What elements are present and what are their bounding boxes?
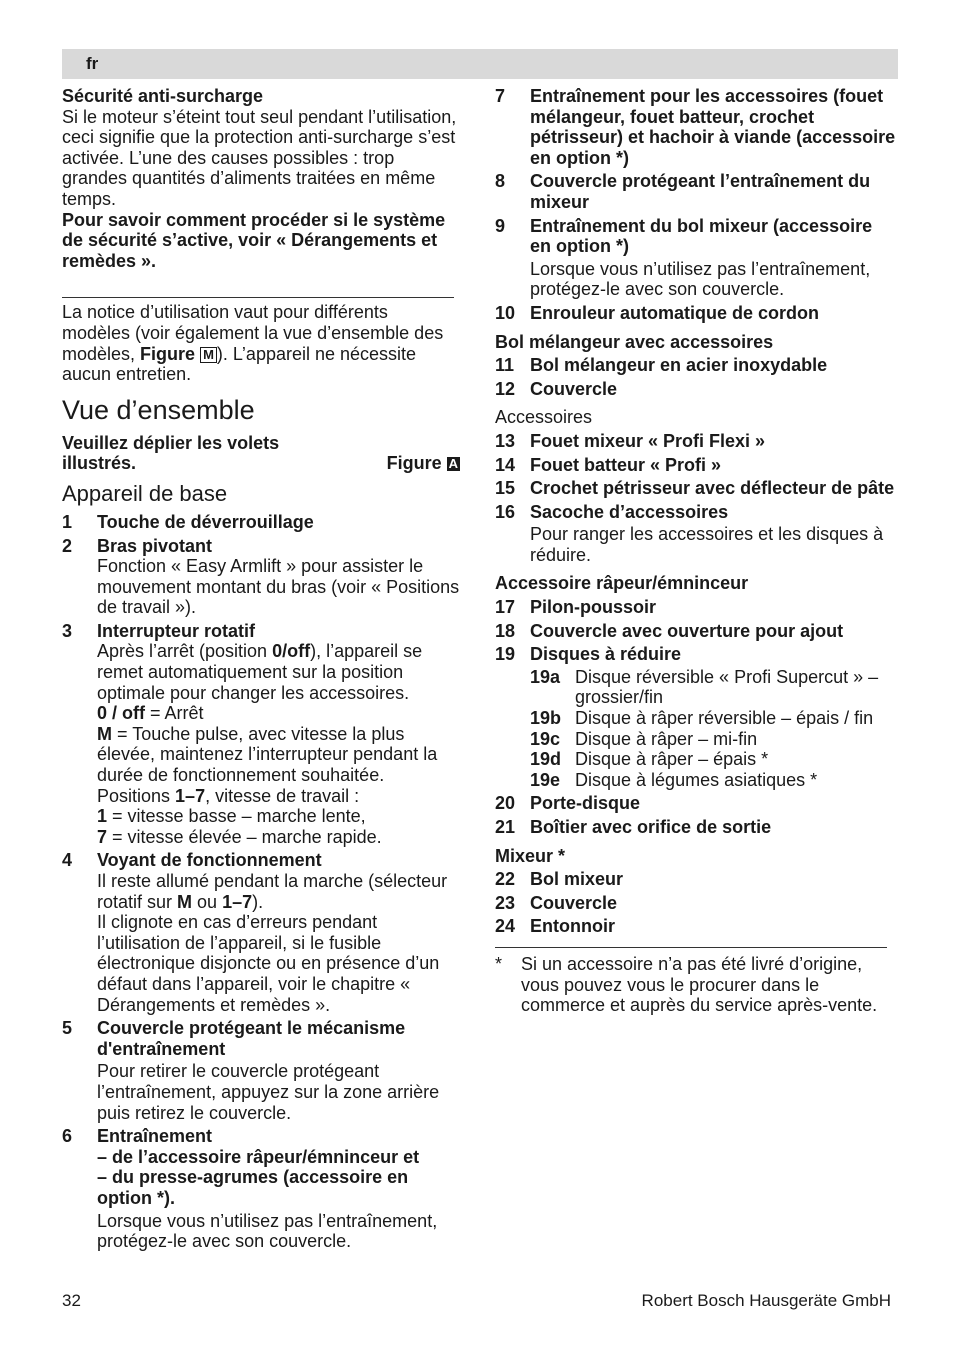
list-item bbox=[495, 869, 898, 890]
item-number: 10 bbox=[495, 302, 516, 323]
list-item bbox=[495, 621, 898, 642]
left-column bbox=[62, 86, 460, 1252]
section-heading: Vue d’ensemble bbox=[62, 394, 255, 425]
footnote bbox=[495, 954, 898, 1016]
list-item bbox=[62, 850, 460, 871]
item-number: 11 bbox=[495, 355, 515, 376]
desc-part: ), l’appareil se remet automatiquement sur la position optimale pour changer les accessoires. bbox=[97, 641, 423, 703]
footnote-text: Si un accessoire n’a pas été livré d’origine, vous pouvez vous le procurer dans le commerce et auprès du service après-vente. bbox=[521, 953, 878, 1016]
item-number: 19 bbox=[495, 644, 516, 665]
desc-part: ). bbox=[252, 891, 264, 912]
group-heading: Bol mélangeur avec accessoires bbox=[495, 331, 774, 352]
sub-item bbox=[495, 667, 898, 708]
right-column bbox=[495, 86, 898, 1016]
desc-part: ou bbox=[192, 891, 223, 912]
list-item bbox=[495, 597, 898, 618]
company-name: Robert Bosch Hausgeräte GmbH bbox=[641, 1291, 891, 1310]
sub-item-text: Disque à râper réversible – épais / fin bbox=[575, 708, 874, 729]
notice-text-a: La notice d’utilisation vaut pour différents modèles (voir également la vue d’ensemble des modèles, bbox=[62, 302, 444, 364]
item-description: Fonction « Easy Armlift » pour assister le mouvement montant du bras (voir « Positions de travail »). bbox=[97, 556, 460, 618]
desc-part: = vitesse basse – marche lente, bbox=[107, 806, 366, 827]
desc-bold: 0 / off bbox=[97, 703, 145, 724]
group-heading: Mixeur * bbox=[495, 845, 566, 866]
unfold-text: Veuillez déplier les volets illustrés. bbox=[62, 432, 280, 474]
item-title: Voyant de fonctionnement bbox=[97, 850, 322, 871]
item-title: Couvercle protégeant le mécanisme d'entraînement bbox=[97, 1018, 406, 1059]
item-number: 7 bbox=[495, 86, 506, 106]
item-title: Entonnoir bbox=[530, 916, 615, 937]
page-number: 32 bbox=[62, 1291, 81, 1310]
item-description: Il clignote en cas d’erreurs pendant l’utilisation de l’appareil, si le fusible électronique disjoncte ou en présence d’un défaut dans l’appareil, voir le chapitre « Dérangements et remèdes ». bbox=[97, 912, 440, 1015]
item-description: Lorsque vous n’utilisez pas l’entraînement, protégez-le avec son couvercle. bbox=[97, 1210, 438, 1252]
item-title: Entraînement pour les accessoires (fouet mélangeur, fouet batteur, crochet pétrisseur) et hachoir à viande (accessoire en option *) bbox=[530, 86, 896, 168]
item-number: 14 bbox=[495, 454, 516, 475]
sub-item-text: Disque à râper – mi-fin bbox=[575, 728, 758, 749]
item-title: Couvercle avec ouverture pour ajout bbox=[530, 620, 844, 641]
item-description bbox=[62, 827, 460, 848]
list-item bbox=[62, 621, 460, 642]
sub-item bbox=[495, 770, 898, 791]
item-number: 1 bbox=[62, 511, 73, 532]
notice-figure-label: Figure bbox=[140, 343, 196, 364]
sub-item bbox=[495, 729, 898, 750]
language-bar bbox=[62, 49, 898, 79]
unfold-figure bbox=[387, 453, 460, 474]
item-title: Couvercle bbox=[530, 378, 618, 399]
item-description bbox=[62, 806, 460, 827]
item-description bbox=[62, 641, 460, 703]
list-item bbox=[495, 817, 898, 838]
item-title: Crochet pétrisseur avec déflecteur de pâte bbox=[530, 478, 895, 499]
item-title: Bras pivotant bbox=[97, 535, 213, 556]
security-note: Pour savoir comment procéder si le système de sécurité s’active, voir « Dérangements et remèdes ». bbox=[62, 209, 446, 271]
item-number: 20 bbox=[495, 793, 516, 814]
list-item bbox=[495, 379, 898, 400]
item-title: Entraînement bbox=[97, 1126, 213, 1147]
list-item bbox=[495, 216, 898, 257]
desc-bold: M bbox=[177, 891, 193, 912]
sub-item-text: Disque à légumes asiatiques * bbox=[575, 769, 818, 790]
item-title: Enrouleur automatique de cordon bbox=[530, 302, 820, 323]
list-item bbox=[495, 893, 898, 914]
list-item bbox=[62, 512, 460, 533]
item-title: Bol mixeur bbox=[530, 869, 624, 890]
item-number: 6 bbox=[62, 1126, 73, 1147]
item-number: 18 bbox=[495, 620, 516, 641]
item-number: 16 bbox=[495, 501, 516, 522]
desc-bold: M bbox=[97, 723, 112, 744]
footnote-mark: * bbox=[495, 953, 503, 974]
desc-part: Positions bbox=[97, 785, 176, 806]
sub-item bbox=[495, 749, 898, 770]
item-title: Fouet mixeur « Profi Flexi » bbox=[530, 430, 766, 451]
group-heading: Accessoire râpeur/émninceur bbox=[495, 573, 749, 594]
item-number: 24 bbox=[495, 916, 516, 937]
item-number: 13 bbox=[495, 430, 516, 451]
sub-item-text: Disque réversible « Profi Supercut » – grossier/fin bbox=[575, 666, 879, 708]
item-subline: – de l’accessoire râpeur/émninceur et bbox=[97, 1146, 420, 1167]
item-title: Fouet batteur « Profi » bbox=[530, 454, 722, 475]
desc-bold: 1–7 bbox=[175, 785, 206, 806]
sub-item-number: 19a bbox=[530, 666, 561, 687]
figure-a-box: A bbox=[448, 456, 458, 472]
item-title: Entraînement du bol mixeur (accessoire en option *) bbox=[530, 215, 873, 257]
item-number: 5 bbox=[62, 1018, 73, 1039]
list-item bbox=[495, 86, 898, 168]
sub-item-number: 19c bbox=[530, 728, 561, 749]
list-item bbox=[495, 303, 898, 324]
item-number: 23 bbox=[495, 892, 516, 913]
sub-item-number: 19d bbox=[530, 749, 562, 770]
desc-bold: 7 bbox=[97, 826, 108, 847]
security-text: Si le moteur s’éteint tout seul pendant l’utilisation, ceci signifie que la protection anti-surcharge s’est activée. L’une des causes possibles : trop grandes quantités d’aliments traitées en même temps. bbox=[62, 106, 457, 209]
list-item bbox=[495, 916, 898, 937]
footnote-divider bbox=[495, 947, 887, 948]
list-item bbox=[62, 1018, 460, 1059]
item-title: Touche de déverrouillage bbox=[97, 511, 314, 532]
item-description: Pour ranger les accessoires et les disques à réduire. bbox=[530, 524, 884, 565]
item-number: 22 bbox=[495, 869, 516, 890]
item-number: 21 bbox=[495, 817, 516, 837]
notice-paragraph bbox=[62, 302, 460, 384]
list-item bbox=[495, 644, 898, 665]
desc-part: = Touche pulse, avec vitesse la plus élevée, maintenez l’interrupteur pendant la durée de fonctionnement souhaitée. bbox=[97, 723, 438, 786]
item-number: 9 bbox=[495, 215, 506, 236]
language-code: fr bbox=[86, 54, 99, 73]
item-description: Lorsque vous n’utilisez pas l’entraînement, protégez-le avec son couvercle. bbox=[530, 258, 871, 300]
sub-item bbox=[495, 708, 898, 729]
item-number: 2 bbox=[62, 535, 73, 556]
list-item bbox=[495, 431, 898, 452]
sub-item-text: Disque à râper – épais * bbox=[575, 749, 769, 770]
item-number: 8 bbox=[495, 171, 506, 192]
item-title: Disques à réduire bbox=[530, 644, 682, 665]
desc-bold: 1 bbox=[97, 806, 108, 827]
list-item bbox=[495, 793, 898, 814]
item-title: Couvercle bbox=[530, 892, 618, 913]
item-title: Interrupteur rotatif bbox=[97, 620, 256, 641]
sub-item-number: 19b bbox=[530, 708, 562, 729]
item-subline: – du presse-agrumes (accessoire en option *). bbox=[97, 1167, 409, 1208]
group-heading: Accessoires bbox=[495, 407, 593, 428]
section-divider bbox=[62, 297, 454, 298]
item-title: Pilon-poussoir bbox=[530, 597, 656, 618]
list-item bbox=[495, 455, 898, 476]
subsection-heading: Appareil de base bbox=[62, 480, 228, 506]
unfold-row bbox=[62, 433, 460, 474]
item-description bbox=[62, 724, 460, 786]
list-item bbox=[62, 536, 460, 557]
desc-part: = vitesse élevée – marche rapide. bbox=[107, 826, 382, 847]
unfold-figure-label: Figure bbox=[386, 453, 442, 474]
desc-bold: 0/off bbox=[272, 641, 311, 662]
list-item bbox=[495, 355, 898, 376]
item-title: Porte-disque bbox=[530, 793, 641, 814]
list-item bbox=[495, 171, 898, 212]
notice-text-b: ). L’appareil ne nécessite aucun entretien. bbox=[62, 343, 417, 385]
list-item bbox=[495, 478, 898, 499]
item-description bbox=[62, 871, 460, 912]
item-title: Sacoche d’accessoires bbox=[530, 501, 729, 522]
desc-part: = Arrêt bbox=[145, 703, 204, 724]
item-number: 4 bbox=[62, 850, 73, 871]
item-title: Bol mélangeur en acier inoxydable bbox=[530, 355, 828, 376]
item-description: Pour retirer le couvercle protégeant l’entraînement, appuyez sur la zone arrière puis retirez le couvercle. bbox=[97, 1061, 440, 1123]
list-item bbox=[495, 502, 898, 523]
item-description bbox=[62, 786, 460, 807]
item-number: 15 bbox=[495, 478, 516, 499]
security-title: Sécurité anti-surcharge bbox=[62, 86, 264, 106]
item-description bbox=[62, 703, 460, 724]
item-number: 12 bbox=[495, 378, 516, 399]
figure-m-box: M bbox=[200, 347, 217, 363]
desc-bold: 1–7 bbox=[222, 891, 253, 912]
sub-item-number: 19e bbox=[530, 769, 561, 790]
item-title: Boîtier avec orifice de sortie bbox=[530, 817, 772, 837]
item-number: 17 bbox=[495, 597, 516, 618]
list-item bbox=[62, 1126, 460, 1147]
desc-part: , vitesse de travail : bbox=[205, 785, 360, 806]
item-title: Couvercle protégeant l’entraînement du mixeur bbox=[530, 171, 871, 212]
desc-part: Il reste allumé pendant la marche (sélecteur rotatif sur bbox=[97, 871, 448, 912]
item-number: 3 bbox=[62, 620, 73, 641]
desc-part: Après l’arrêt (position bbox=[97, 641, 273, 662]
